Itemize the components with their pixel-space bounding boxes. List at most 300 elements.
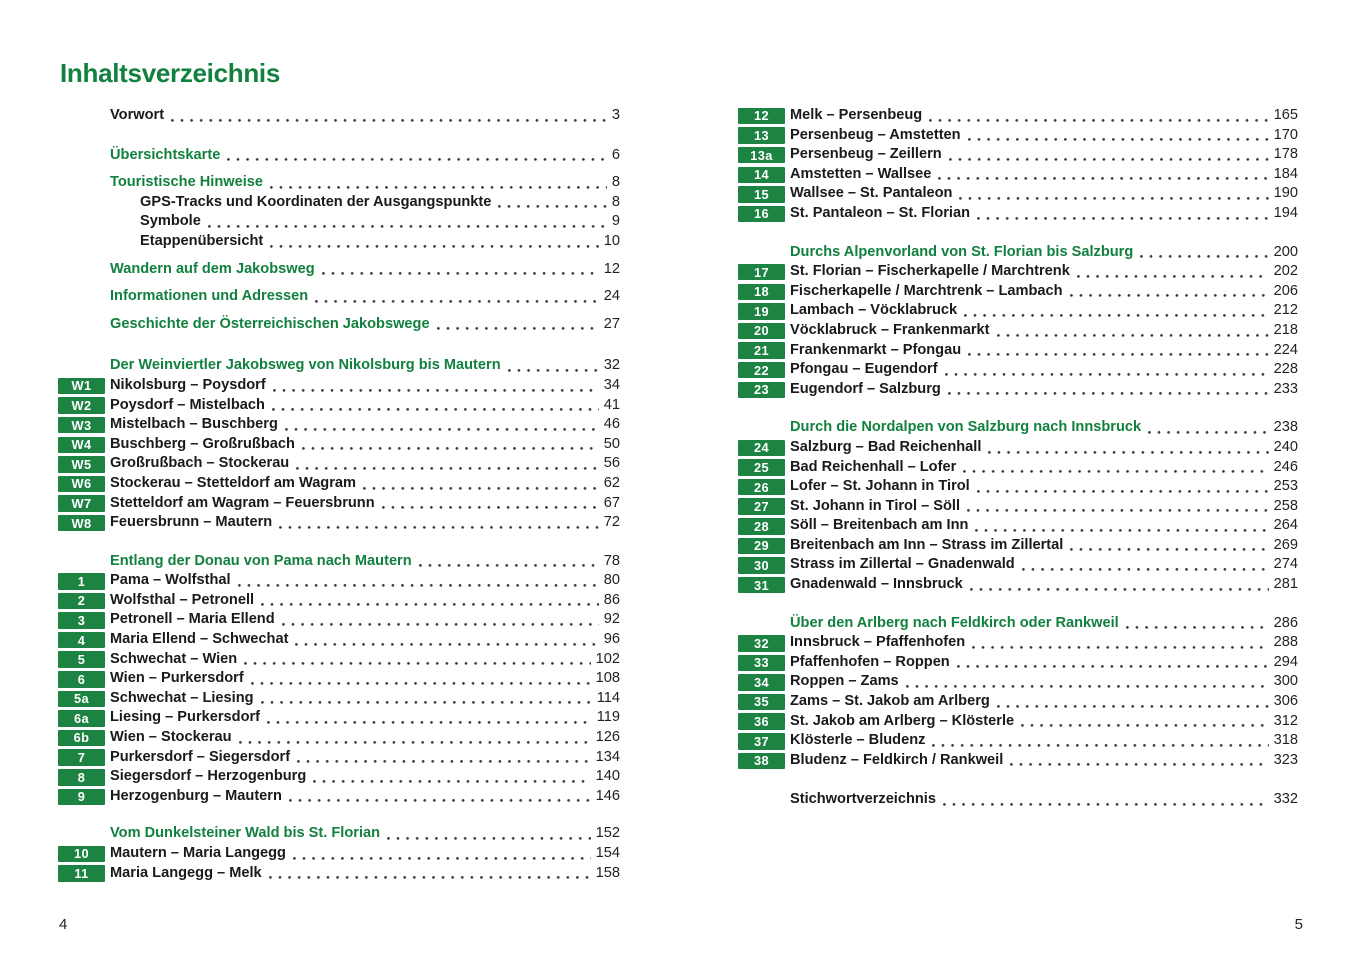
dot-leader (1022, 568, 1269, 571)
stage-number-badge: 6 (58, 671, 105, 688)
toc-entry-page-number: 32 (603, 357, 620, 374)
dot-leader (387, 837, 591, 840)
stage-number-badge: 13 (738, 127, 785, 144)
toc-entry-label: St. Jakob am Arlberg – Klösterle (790, 712, 1015, 729)
toc-entry (738, 380, 1298, 400)
toc-entry-label: Petronell – Maria Ellend (110, 611, 275, 628)
dot-leader (239, 741, 591, 744)
dot-leader (977, 490, 1269, 493)
stage-number-badge: 26 (738, 479, 785, 496)
toc-entry (738, 731, 1298, 751)
toc-entry-label: Schwechat – Liesing (110, 689, 254, 706)
dot-leader (270, 245, 599, 248)
toc-entry-label: Durch die Nordalpen von Salzburg nach Innsbruck (790, 419, 1142, 436)
toc-entry-label: Entlang der Donau von Pama nach Mautern (110, 552, 412, 569)
stage-number-badge: W4 (58, 437, 105, 454)
badge-slot (738, 380, 790, 400)
stage-number-badge: 5a (58, 691, 105, 708)
toc-entry (58, 474, 620, 494)
toc-entry-page-number: 288 (1273, 634, 1298, 651)
dot-leader (943, 803, 1269, 806)
dot-leader (313, 780, 590, 783)
toc-entry-page-number: 228 (1273, 361, 1298, 378)
toc-entry-label: Touristische Hinweise (110, 174, 264, 191)
badge-slot (738, 712, 790, 732)
toc-entry (58, 376, 620, 396)
dot-leader (296, 467, 599, 470)
toc-entry-label: Bludenz – Feldkirch / Rankweil (790, 751, 1004, 768)
badge-slot (58, 474, 110, 494)
toc-entry-page-number: 34 (603, 376, 620, 393)
toc-entry-page-number: 269 (1273, 536, 1298, 553)
toc-entry (738, 301, 1298, 321)
dot-leader (957, 665, 1269, 668)
toc-entry-label: Fischerkapelle / Marchtrenk – Lambach (790, 282, 1063, 299)
toc-entry-label: Frankenmarkt – Pfongau (790, 341, 962, 358)
dot-leader (285, 428, 599, 431)
badge-slot (58, 552, 110, 572)
toc-entry-label: Wolfsthal – Petronell (110, 591, 255, 608)
badge-slot (58, 212, 110, 232)
toc-entry-label: Wandern auf dem Jakobsweg (110, 260, 315, 277)
folio-page-number-right: 5 (1294, 916, 1303, 933)
badge-slot (58, 767, 110, 787)
toc-entry-label: Pfongau – Eugendorf (790, 361, 938, 378)
toc-entry (58, 232, 620, 252)
toc-entry (738, 516, 1298, 536)
dot-leader (1021, 724, 1269, 727)
page-title: Inhaltsverzeichnis (60, 58, 281, 88)
toc-entry-label: Geschichte der Österreichischen Jakobswege (110, 315, 430, 332)
toc-entry-label: Purkersdorf – Siegersdorf (110, 748, 291, 765)
badge-slot (738, 458, 790, 478)
toc-entry-label: Wien – Purkersdorf (110, 670, 244, 687)
dot-leader (269, 876, 591, 879)
toc-entry-page-number: 264 (1273, 517, 1298, 534)
dot-leader (270, 186, 607, 189)
toc-entry-page-number: 62 (603, 474, 620, 491)
badge-slot (738, 692, 790, 712)
badge-slot (738, 497, 790, 517)
toc-entry (58, 193, 620, 213)
badge-slot (738, 536, 790, 556)
toc-entry-page-number: 253 (1273, 478, 1298, 495)
toc-entry (58, 494, 620, 514)
toc-entry-label: Klösterle – Bludenz (790, 732, 926, 749)
badge-slot (58, 650, 110, 670)
toc-entry-page-number: 306 (1273, 693, 1298, 710)
toc-entry (58, 844, 620, 864)
dot-leader (972, 646, 1268, 649)
toc-entry-page-number: 190 (1273, 185, 1298, 202)
toc-section-heading (58, 356, 620, 376)
toc-entry-page-number: 212 (1273, 302, 1298, 319)
toc-entry-label: Pfaffenhofen – Roppen (790, 653, 950, 670)
stage-number-badge: 6a (58, 710, 105, 727)
dot-leader (1070, 548, 1268, 551)
badge-slot (738, 360, 790, 380)
toc-entry-label: Symbole (140, 213, 201, 230)
stage-number-badge: 31 (738, 577, 785, 594)
toc-entry-page-number: 86 (603, 591, 620, 608)
stage-number-badge: 4 (58, 632, 105, 649)
toc-entry-page-number: 41 (603, 396, 620, 413)
toc-section-block (58, 552, 620, 807)
stage-number-badge: 35 (738, 694, 785, 711)
dot-leader (1140, 255, 1268, 258)
dot-leader (208, 225, 607, 228)
badge-slot (58, 844, 110, 864)
badge-slot (738, 633, 790, 653)
toc-section-heading (58, 287, 620, 307)
dot-leader (382, 506, 599, 509)
badge-slot (58, 864, 110, 884)
toc-section-block (58, 824, 620, 883)
stage-number-badge: 33 (738, 655, 785, 672)
toc-entry-page-number: 218 (1273, 321, 1298, 338)
toc-entry-page-number: 3 (611, 107, 620, 123)
toc-entry (738, 184, 1298, 204)
dot-leader (227, 158, 607, 161)
stage-number-badge: 37 (738, 733, 785, 750)
toc-entry-label: St. Johann in Tirol – Söll (790, 497, 961, 514)
toc-entry-label: Über den Arlberg nach Feldkirch oder Rankweil (790, 614, 1119, 631)
toc-entry-page-number: 126 (595, 729, 620, 746)
toc-entry-label: Lambach – Vöcklabruck (790, 302, 958, 319)
toc-entry (738, 321, 1298, 341)
toc-entry-label: Stetteldorf am Wagram – Feuersbrunn (110, 494, 375, 511)
toc-entry-label: Schwechat – Wien (110, 650, 238, 667)
toc-entry-label: Liesing – Purkersdorf (110, 709, 261, 726)
toc-entry-page-number: 8 (611, 193, 620, 210)
toc-entry-label: Etappenübersicht (140, 232, 264, 249)
stage-number-badge: 19 (738, 303, 785, 320)
dot-leader (948, 392, 1269, 395)
toc-entry-label: Lofer – St. Johann in Tirol (790, 478, 970, 495)
badge-slot (738, 341, 790, 361)
toc-column-right (738, 106, 1298, 810)
toc-entry (58, 650, 620, 670)
dot-leader (968, 138, 1269, 141)
toc-entry (738, 672, 1298, 692)
toc-entry-page-number: 140 (595, 768, 620, 785)
toc-entry-label: Söll – Breitenbach am Inn (790, 517, 969, 534)
toc-entry-page-number: 80 (603, 572, 620, 589)
badge-slot (738, 751, 790, 771)
stage-number-badge: 38 (738, 753, 785, 770)
toc-entry-label: Buschberg – Großrußbach (110, 435, 295, 452)
toc-entry (738, 458, 1298, 478)
folio-page-number-left: 4 (59, 916, 68, 933)
toc-entry (58, 669, 620, 689)
badge-slot (738, 672, 790, 692)
toc-entry-label: St. Florian – Fischerkapelle / Marchtrenk (790, 263, 1070, 280)
stage-number-badge: W3 (58, 417, 105, 434)
badge-slot (58, 824, 110, 844)
toc-entry-page-number: 281 (1273, 576, 1298, 593)
stage-number-badge: 8 (58, 769, 105, 786)
toc-entry (738, 751, 1298, 771)
toc-entry-label: St. Pantaleon – St. Florian (790, 204, 971, 221)
toc-entry-label: Stichwortverzeichnis (790, 791, 936, 808)
toc-entry-page-number: 72 (603, 514, 620, 531)
toc-entry (738, 282, 1298, 302)
badge-slot (738, 614, 790, 634)
dot-leader (289, 799, 591, 802)
dot-leader (322, 272, 599, 275)
toc-entry-page-number: 238 (1273, 419, 1298, 436)
toc-entry (738, 126, 1298, 146)
stage-number-badge: 15 (738, 186, 785, 203)
toc-entry-page-number: 200 (1273, 243, 1298, 260)
toc-entry-label: Siegersdorf – Herzogenburg (110, 768, 307, 785)
dot-leader (975, 529, 1268, 532)
toc-section-heading (58, 260, 620, 280)
dot-leader (1077, 275, 1269, 278)
toc-entry-page-number: 158 (595, 864, 620, 881)
stage-number-badge: 36 (738, 713, 785, 730)
badge-slot (58, 669, 110, 689)
stage-number-badge: W6 (58, 476, 105, 493)
dot-leader (932, 744, 1268, 747)
badge-slot (58, 376, 110, 396)
dot-leader (273, 389, 599, 392)
toc-entry (58, 708, 620, 728)
toc-entry-label: Mistelbach – Buschberg (110, 416, 278, 433)
toc-entry (738, 712, 1298, 732)
dot-leader (171, 119, 607, 122)
badge-slot (738, 731, 790, 751)
stage-number-badge: 5 (58, 651, 105, 668)
toc-entry-page-number: 184 (1273, 165, 1298, 182)
dot-leader (238, 584, 599, 587)
stage-number-badge: 30 (738, 557, 785, 574)
toc-entry-label: Durchs Alpenvorland von St. Florian bis Salzburg (790, 243, 1134, 260)
toc-entry (738, 692, 1298, 712)
dot-leader (272, 408, 599, 411)
badge-slot (58, 689, 110, 709)
stage-number-badge: 27 (738, 498, 785, 515)
toc-entry-page-number: 165 (1273, 107, 1298, 123)
badge-slot (738, 204, 790, 224)
toc-entry (58, 787, 620, 807)
badge-slot (58, 787, 110, 807)
badge-slot (58, 748, 110, 768)
badge-slot (58, 232, 110, 252)
toc-entry-label: Amstetten – Wallsee (790, 165, 932, 182)
dot-leader (267, 721, 592, 724)
stage-number-badge: 20 (738, 323, 785, 340)
toc-entry-page-number: 178 (1273, 146, 1298, 163)
toc-section-heading (738, 243, 1298, 263)
toc-entry (58, 864, 620, 884)
stage-number-badge: 17 (738, 264, 785, 281)
badge-slot (58, 591, 110, 611)
stage-number-badge: 29 (738, 538, 785, 555)
toc-entry (738, 575, 1298, 595)
dot-leader (282, 623, 599, 626)
badge-slot (738, 790, 790, 810)
toc-entry-page-number: 240 (1273, 438, 1298, 455)
dot-leader (945, 373, 1269, 376)
dot-leader (295, 643, 598, 646)
dot-leader (279, 526, 599, 529)
toc-entry-label: Zams – St. Jakob am Arlberg (790, 693, 990, 710)
badge-slot (58, 173, 110, 193)
badge-slot (738, 575, 790, 595)
toc-entry-page-number: 258 (1273, 497, 1298, 514)
toc-entry (738, 204, 1298, 224)
badge-slot (58, 315, 110, 335)
toc-section-heading (58, 552, 620, 572)
badge-slot (58, 193, 110, 213)
toc-entry-label: Übersichtskarte (110, 146, 221, 163)
toc-section-block (738, 614, 1298, 771)
toc-entry-page-number: 154 (595, 845, 620, 861)
dot-leader (1010, 763, 1268, 766)
toc-section-block (738, 790, 1298, 810)
toc-entry (58, 591, 620, 611)
badge-slot (738, 262, 790, 282)
toc-entry-page-number: 134 (595, 748, 620, 765)
badge-slot (738, 438, 790, 458)
stage-number-badge: 3 (58, 612, 105, 629)
toc-section-block (738, 418, 1298, 594)
toc-entry-page-number: 46 (603, 416, 620, 433)
toc-entry-page-number: 24 (603, 288, 620, 305)
badge-slot (58, 260, 110, 280)
toc-entry-page-number: 119 (596, 709, 620, 726)
dot-leader (997, 334, 1269, 337)
stage-number-badge: 18 (738, 284, 785, 301)
toc-entry (738, 360, 1298, 380)
toc-entry (738, 262, 1298, 282)
stage-number-badge: 28 (738, 518, 785, 535)
toc-entry-label: Vom Dunkelsteiner Wald bis St. Florian (110, 825, 381, 842)
dot-leader (437, 327, 599, 330)
toc-entry-page-number: 300 (1273, 673, 1298, 690)
toc-section-block (58, 260, 620, 280)
toc-entry-label: Feuersbrunn – Mautern (110, 514, 273, 531)
dot-leader (315, 300, 599, 303)
toc-section-heading (738, 418, 1298, 438)
toc-entry (58, 454, 620, 474)
toc-entry-page-number: 8 (611, 174, 620, 191)
toc-entry-label: Mautern – Maria Langegg (110, 845, 286, 861)
badge-slot (738, 165, 790, 185)
badge-slot (738, 126, 790, 146)
stage-number-badge: 25 (738, 459, 785, 476)
toc-entry (738, 438, 1298, 458)
toc-entry-page-number: 102 (595, 650, 620, 667)
toc-entry-label: Gnadenwald – Innsbruck (790, 576, 963, 593)
stage-number-badge: 32 (738, 635, 785, 652)
dot-leader (1070, 294, 1269, 297)
toc-entry (738, 653, 1298, 673)
stage-number-badge: 21 (738, 342, 785, 359)
dot-leader (251, 682, 591, 685)
dot-leader (1148, 431, 1269, 434)
toc-entry-label: Breitenbach am Inn – Strass im Zillertal (790, 536, 1064, 553)
dot-leader (967, 509, 1269, 512)
toc-entry (58, 630, 620, 650)
toc-entry-label: Roppen – Zams (790, 673, 899, 690)
toc-entry-page-number: 146 (595, 787, 620, 804)
toc-entry (58, 689, 620, 709)
toc-entry (58, 396, 620, 416)
dot-leader (419, 564, 599, 567)
toc-entry-label: Nikolsburg – Poysdorf (110, 376, 266, 393)
toc-entry (738, 790, 1298, 810)
dot-leader (977, 217, 1269, 220)
badge-slot (58, 708, 110, 728)
toc-entry-page-number: 6 (611, 146, 620, 163)
toc-entry (58, 212, 620, 232)
dot-leader (959, 197, 1268, 200)
dot-leader (988, 451, 1268, 454)
toc-entry (738, 145, 1298, 165)
stage-number-badge: 24 (738, 440, 785, 457)
toc-section-block (738, 243, 1298, 400)
toc-entry-label: GPS-Tracks und Koordinaten der Ausgangspunkte (140, 193, 492, 210)
dot-leader (302, 447, 599, 450)
stage-number-badge: 2 (58, 593, 105, 610)
badge-slot (58, 287, 110, 307)
toc-entry-label: Strass im Zillertal – Gnadenwald (790, 556, 1015, 573)
stage-number-badge: 7 (58, 749, 105, 766)
badge-slot (58, 494, 110, 514)
toc-entry-page-number: 27 (603, 315, 620, 332)
toc-entry-label: Großrußbach – Stockerau (110, 455, 290, 472)
badge-slot (58, 146, 110, 166)
dot-leader (970, 588, 1269, 591)
toc-entry-page-number: 96 (603, 631, 620, 648)
toc-section-heading (58, 146, 620, 166)
toc-entry-label: Maria Langegg – Melk (110, 864, 262, 881)
toc-section-heading (738, 614, 1298, 634)
toc-entry-page-number: 12 (603, 260, 620, 277)
badge-slot (738, 106, 790, 126)
toc-section-block (58, 287, 620, 307)
toc-section-block (58, 146, 620, 166)
badge-slot (738, 321, 790, 341)
toc-entry-page-number: 152 (595, 825, 620, 842)
toc-entry-page-number: 233 (1273, 380, 1298, 397)
toc-entry-label: Persenbeug – Amstetten (790, 126, 961, 143)
toc-entry-page-number: 202 (1273, 263, 1298, 280)
stage-number-badge: 23 (738, 382, 785, 399)
stage-number-badge: W2 (58, 397, 105, 414)
toc-section-heading (58, 824, 620, 844)
dot-leader (261, 603, 599, 606)
toc-section-heading (58, 315, 620, 335)
toc-entry (58, 610, 620, 630)
stage-number-badge: W8 (58, 515, 105, 532)
badge-slot (738, 653, 790, 673)
stage-number-badge: 1 (58, 573, 105, 590)
stage-number-badge: 11 (58, 865, 105, 882)
toc-entry (58, 435, 620, 455)
toc-entry-label: Salzburg – Bad Reichenhall (790, 438, 982, 455)
dot-leader (261, 701, 592, 704)
stage-number-badge: W7 (58, 495, 105, 512)
toc-entry (58, 415, 620, 435)
toc-entry (58, 767, 620, 787)
toc-entry-label: Maria Ellend – Schwechat (110, 631, 289, 648)
badge-slot (738, 516, 790, 536)
toc-section-block (738, 106, 1298, 224)
toc-entry-label: Persenbeug – Zeillern (790, 146, 942, 163)
